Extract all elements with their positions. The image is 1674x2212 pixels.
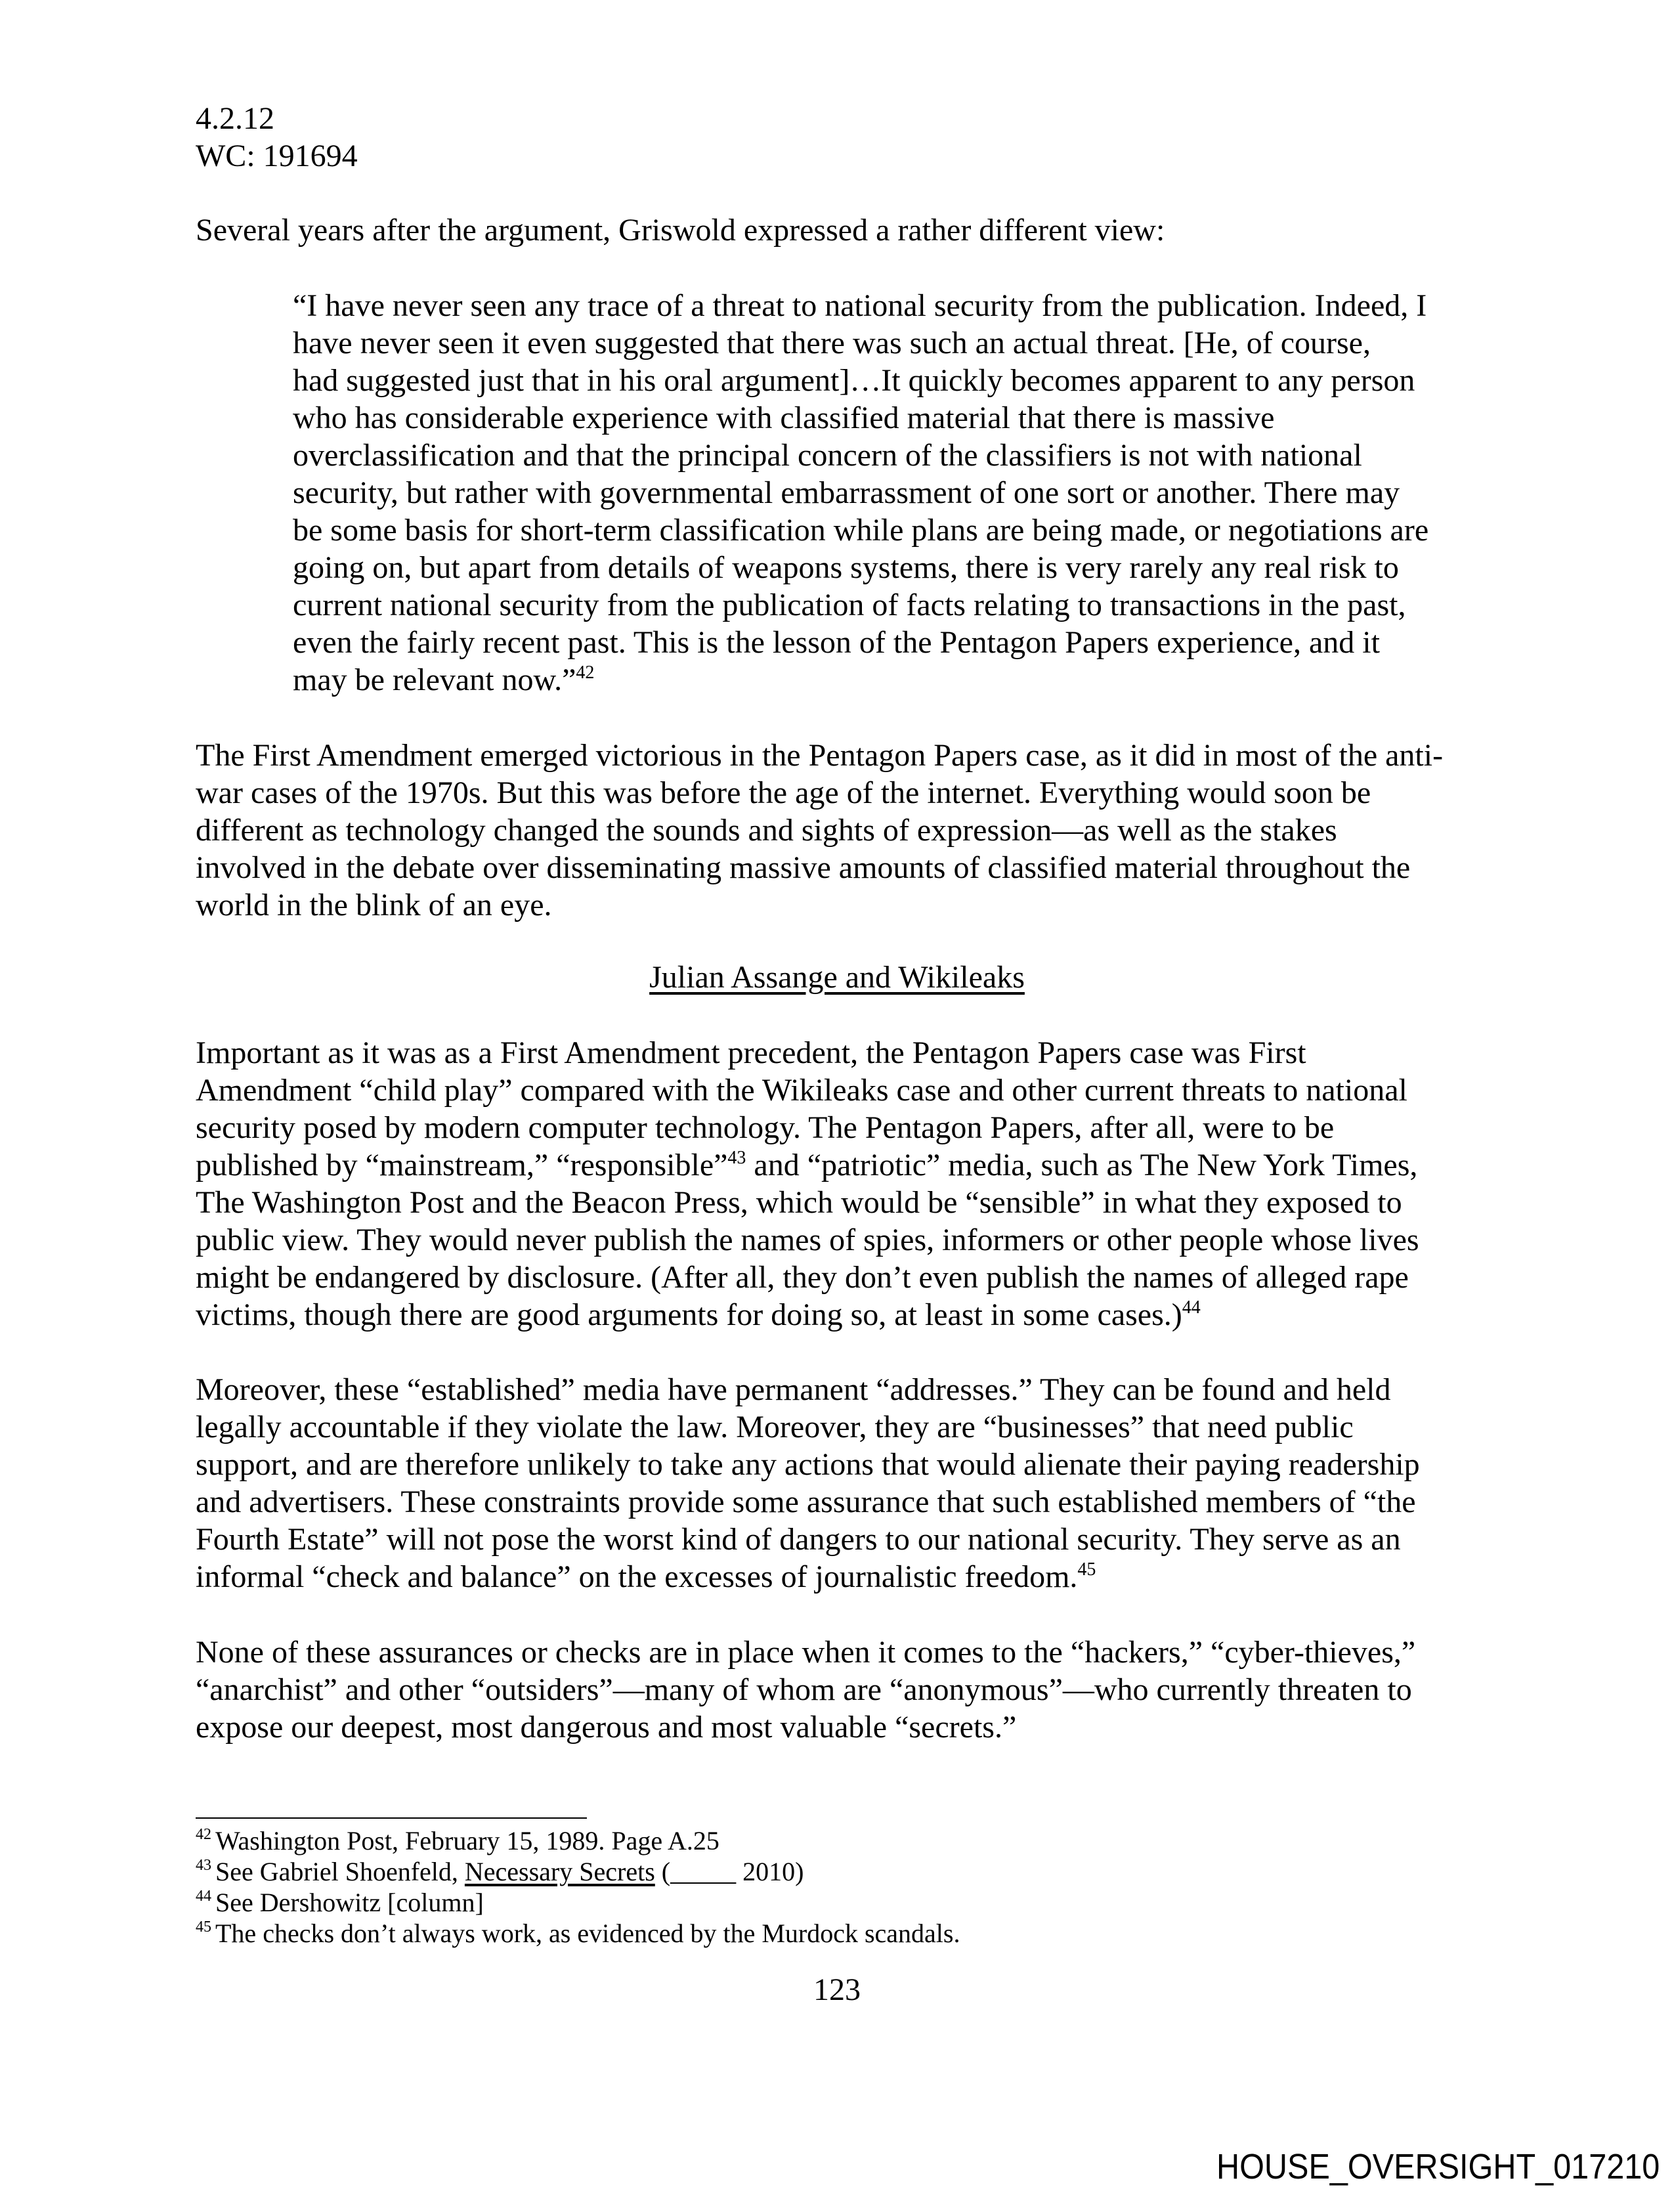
- footnote-ref-42[interactable]: 42: [576, 662, 595, 683]
- quote-line: [293, 661, 594, 699]
- paragraph-line: None of these assurances or checks are in place when it comes to the “hackers,” “cyber-thieves,”: [196, 1635, 1416, 1670]
- paragraph-line: support, and are therefore unlikely to take any actions that would alienate their paying readership: [196, 1447, 1420, 1482]
- paragraph-line: Amendment “child play” compared with the Wikileaks case and other current threats to national: [196, 1073, 1407, 1108]
- paragraph-line: legally accountable if they violate the law. Moreover, they are “businesses” that need public: [196, 1410, 1354, 1444]
- footnote-number: 42: [196, 1826, 211, 1843]
- paragraph-line: might be endangered by disclosure. (After all, they don’t even publish the names of alleged rape: [196, 1260, 1409, 1295]
- footnote-number: 43: [196, 1857, 211, 1874]
- quote-line: even the fairly recent past. This is the lesson of the Pentagon Papers experience, and it: [293, 625, 1380, 660]
- footnote-text: Washington Post, February 15, 1989. Page A.25: [215, 1826, 719, 1855]
- paragraph-line: and advertisers. These constraints provide some assurance that such established members of “the: [196, 1485, 1416, 1519]
- book-title: Necessary Secrets: [464, 1857, 655, 1886]
- paragraph-line: [196, 1146, 1417, 1184]
- paragraph-line: public view. They would never publish the names of spies, informers or other people whose lives: [196, 1223, 1419, 1257]
- paragraph-line: Moreover, these “established” media have permanent “addresses.” They can be found and held: [196, 1372, 1391, 1407]
- paragraph-line-text: informal “check and balance” on the excesses of journalistic freedom.: [196, 1559, 1078, 1594]
- footnote-43: [196, 1856, 804, 1888]
- footnote-number: 44: [196, 1888, 211, 1905]
- quote-line: who has considerable experience with classified material that there is massive: [293, 401, 1275, 435]
- quote-line: current national security from the publication of facts relating to transactions in the past,: [293, 588, 1406, 622]
- paragraph-line: world in the blink of an eye.: [196, 888, 552, 922]
- footnote-text: See Dershowitz [column]: [215, 1888, 484, 1917]
- page-number: 123: [813, 1972, 861, 2007]
- footnote-number: 45: [196, 1919, 211, 1936]
- footnote-text: (_____ 2010): [655, 1857, 804, 1886]
- paragraph-line: “anarchist” and other “outsiders”—many of whom are “anonymous”—who currently threaten to: [196, 1672, 1412, 1707]
- paragraph-line-text: published by “mainstream,” “responsible”: [196, 1148, 728, 1182]
- section-heading: Julian Assange and Wikileaks: [649, 960, 1025, 995]
- paragraph-line-text: victims, though there are good arguments for doing so, at least in some cases.): [196, 1297, 1182, 1332]
- footnote-text: See Gabriel Shoenfeld,: [215, 1857, 465, 1886]
- paragraph-line: involved in the debate over disseminating massive amounts of classified material throughout the: [196, 850, 1411, 885]
- paragraph-line-text: and “patriotic” media, such as The New York Times,: [746, 1148, 1418, 1182]
- paragraph-line: war cases of the 1970s. But this was before the age of the internet. Everything would soon be: [196, 775, 1371, 810]
- paragraph-line: [196, 1296, 1201, 1334]
- paragraph-line: Fourth Estate” will not pose the worst kind of dangers to our national security. They serve as an: [196, 1522, 1401, 1557]
- footnote-44: [196, 1887, 484, 1919]
- bates-stamp: HOUSE_OVERSIGHT_017210: [1216, 2147, 1660, 2186]
- footnote-45: [196, 1918, 960, 1949]
- paragraph-line: The Washington Post and the Beacon Press, which would be “sensible” in what they exposed to: [196, 1185, 1402, 1220]
- quote-line: be some basis for short-term classification while plans are being made, or negotiations are: [293, 513, 1429, 548]
- paragraph-line: different as technology changed the sounds and sights of expression—as well as the stakes: [196, 813, 1337, 848]
- document-date: 4.2.12: [196, 101, 274, 136]
- paragraph-line: expose our deepest, most dangerous and most valuable “secrets.”: [196, 1710, 1017, 1745]
- quote-line: going on, but apart from details of weapons systems, there is very rarely any real risk to: [293, 550, 1399, 585]
- quote-line: have never seen it even suggested that there was such an actual threat. [He, of course,: [293, 326, 1371, 360]
- paragraph-line: security posed by modern computer technology. The Pentagon Papers, after all, were to be: [196, 1110, 1335, 1145]
- quote-line: “I have never seen any trace of a threat to national security from the publication. Indeed, I: [293, 288, 1427, 323]
- footnote-separator: [196, 1817, 587, 1819]
- footnote-42: [196, 1825, 719, 1857]
- quote-line: had suggested just that in his oral argument]…It quickly becomes apparent to any person: [293, 363, 1415, 398]
- paragraph-line: The First Amendment emerged victorious in the Pentagon Papers case, as it did in most of the anti-: [196, 738, 1444, 773]
- footnote-ref-45[interactable]: 45: [1077, 1559, 1096, 1580]
- footnote-ref-44[interactable]: 44: [1182, 1297, 1201, 1318]
- footnote-text: The checks don’t always work, as evidenced by the Murdock scandals.: [215, 1919, 960, 1948]
- word-count: WC: 191694: [196, 139, 358, 173]
- intro-line: Several years after the argument, Griswold expressed a rather different view:: [196, 213, 1165, 248]
- footnote-ref-43[interactable]: 43: [727, 1148, 746, 1168]
- quote-line: overclassification and that the principal concern of the classifiers is not with national: [293, 438, 1362, 473]
- paragraph-line: Important as it was as a First Amendment precedent, the Pentagon Papers case was First: [196, 1035, 1306, 1070]
- quote-line-text: may be relevant now.”: [293, 662, 576, 697]
- paragraph-line: [196, 1558, 1096, 1595]
- quote-line: security, but rather with governmental embarrassment of one sort or another. There may: [293, 475, 1400, 510]
